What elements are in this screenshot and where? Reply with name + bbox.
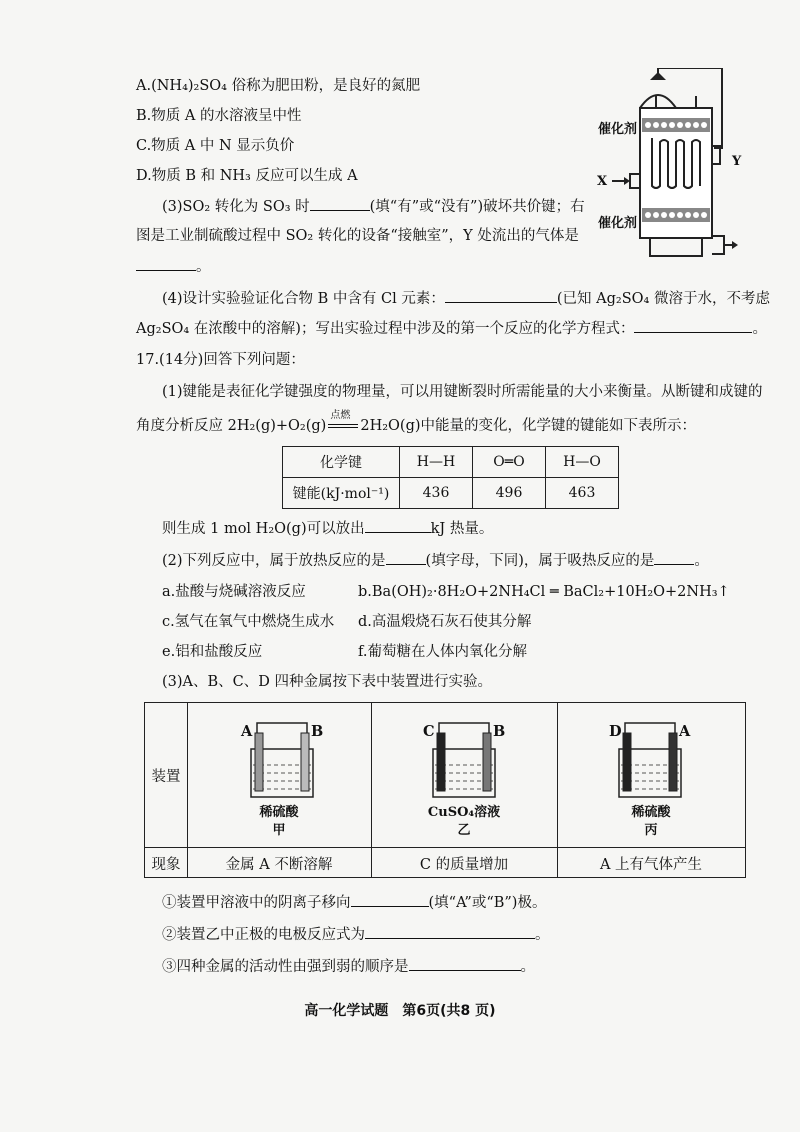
answer-blank[interactable] — [365, 924, 535, 939]
answer-blank[interactable] — [634, 318, 752, 333]
contact-chamber-diagram — [590, 68, 750, 268]
q17-header: 17.(14分)回答下列问题： — [136, 352, 305, 368]
jia-right-electrode: B — [311, 723, 324, 740]
answer-blank[interactable] — [409, 956, 521, 971]
q17-1-line1: (1)键能是表征化学键强度的物理量，可以用键断裂时所需能量的大小来衡量。从断键和成键的 — [162, 384, 763, 400]
table-cell: 463 — [546, 478, 619, 509]
option-c: C.物质 A 中 N 显示负价 — [136, 138, 295, 154]
jia-name: 甲 — [272, 823, 286, 838]
q17-1-line3: 则生成 1 mol H₂O(g)可以放出 kJ 热量。 — [162, 518, 493, 539]
q16-3-line1: (3)SO₂ 转化为 SO₃ 时 (填“有”或“没有”)破坏共价键；右 — [162, 196, 585, 217]
q17-3-sub3: ③四种金属的活动性由强到弱的顺序是 。 — [162, 956, 535, 977]
experiment-table — [144, 702, 746, 878]
bing-right-electrode: A — [679, 723, 691, 740]
q17-3-sub1: ①装置甲溶液中的阴离子移向 (填“A”或“B”)极。 — [162, 892, 546, 913]
bing-name: 丙 — [644, 823, 658, 838]
jia-solution: 稀硫酸 — [259, 805, 299, 820]
table-cell: 键能(kJ·mol⁻¹) — [283, 478, 400, 509]
q16-3-line2: 图是工业制硫酸过程中 SO₂ 转化的设备“接触室”，Y 处流出的气体是 — [136, 228, 579, 244]
yi-left-electrode: C — [423, 723, 435, 740]
x-label: X — [597, 174, 608, 189]
yi-name: 乙 — [457, 823, 471, 838]
q16-4-line1: (4)设计实验验证化合物 B 中含有 Cl 元素： (已知 Ag₂SO₄ 微溶于水，不考虑 — [162, 288, 770, 309]
answer-blank[interactable] — [351, 892, 429, 907]
q17-1-line2: 角度分析反应 2H₂(g)+O₂(g) 点燃 2H₂O(g)中能量的变化，化学键的键能如下表所示： — [136, 410, 697, 434]
row-label-device: 装置 — [151, 769, 181, 785]
yi-phenomenon: C 的质量增加 — [419, 857, 509, 873]
reaction-d: d.高温煅烧石灰石使其分解 — [358, 614, 532, 630]
bing-left-electrode: D — [609, 723, 622, 740]
row-label-phenomenon: 现象 — [151, 857, 181, 873]
reaction-e: e.铝和盐酸反应 — [162, 644, 263, 660]
answer-blank[interactable] — [445, 288, 557, 303]
option-d: D.物质 B 和 NH₃ 反应可以生成 A — [136, 168, 358, 184]
yi-solution: CuSO₄溶液 — [427, 805, 501, 820]
bing-phenomenon: A 上有气体产生 — [599, 857, 703, 873]
table-header-cell: O═O — [473, 447, 546, 478]
reaction-a: a.盐酸与烧碱溶液反应 — [162, 584, 306, 600]
table-cell: 496 — [473, 478, 546, 509]
option-a: A.(NH₄)₂SO₄ 俗称为肥田粉，是良好的氮肥 — [136, 78, 421, 94]
answer-blank[interactable] — [365, 518, 431, 533]
catalyst-bottom-label: 催化剂 — [598, 216, 638, 231]
q16-3-line3: 。 — [136, 256, 211, 277]
q17-3: (3)A、B、C、D 四种金属按下表中装置进行实验。 — [162, 674, 492, 690]
answer-blank[interactable] — [386, 550, 426, 565]
jia-left-electrode: A — [241, 723, 253, 740]
table-cell: 436 — [400, 478, 473, 509]
page-footer: 高一化学试题 第6页(共8 页) — [304, 1003, 496, 1019]
reaction-arrow: 点燃 — [326, 416, 360, 436]
q17-2: (2)下列反应中，属于放热反应的是 (填字母，下同)，属于吸热反应的是 。 — [162, 550, 709, 571]
table-header-cell: H—H — [400, 447, 473, 478]
reaction-b: b.Ba(OH)₂·8H₂O+2NH₄Cl ═ BaCl₂+10H₂O+2NH₃↑ — [358, 584, 730, 600]
answer-blank[interactable] — [654, 550, 694, 565]
q16-4-line2: Ag₂SO₄ 在浓酸中的溶解)；写出实验过程中涉及的第一个反应的化学方程式： 。 — [136, 318, 767, 339]
reaction-c: c.氢气在氧气中燃烧生成水 — [162, 614, 335, 630]
reaction-f: f.葡萄糖在人体内氧化分解 — [358, 644, 527, 660]
table-header-cell: 化学键 — [283, 447, 400, 478]
y-label: Y — [732, 154, 742, 169]
answer-blank[interactable] — [310, 196, 370, 211]
option-b: B.物质 A 的水溶液呈中性 — [136, 108, 302, 124]
q17-3-sub2: ②装置乙中正极的电极反应式为 。 — [162, 924, 550, 945]
table-header-cell: H—O — [546, 447, 619, 478]
yi-right-electrode: B — [493, 723, 506, 740]
answer-blank[interactable] — [136, 256, 196, 271]
jia-phenomenon: 金属 A 不断溶解 — [225, 857, 333, 873]
catalyst-top-label: 催化剂 — [598, 122, 638, 137]
bond-energy-table — [282, 446, 619, 509]
bing-solution: 稀硫酸 — [631, 805, 671, 820]
